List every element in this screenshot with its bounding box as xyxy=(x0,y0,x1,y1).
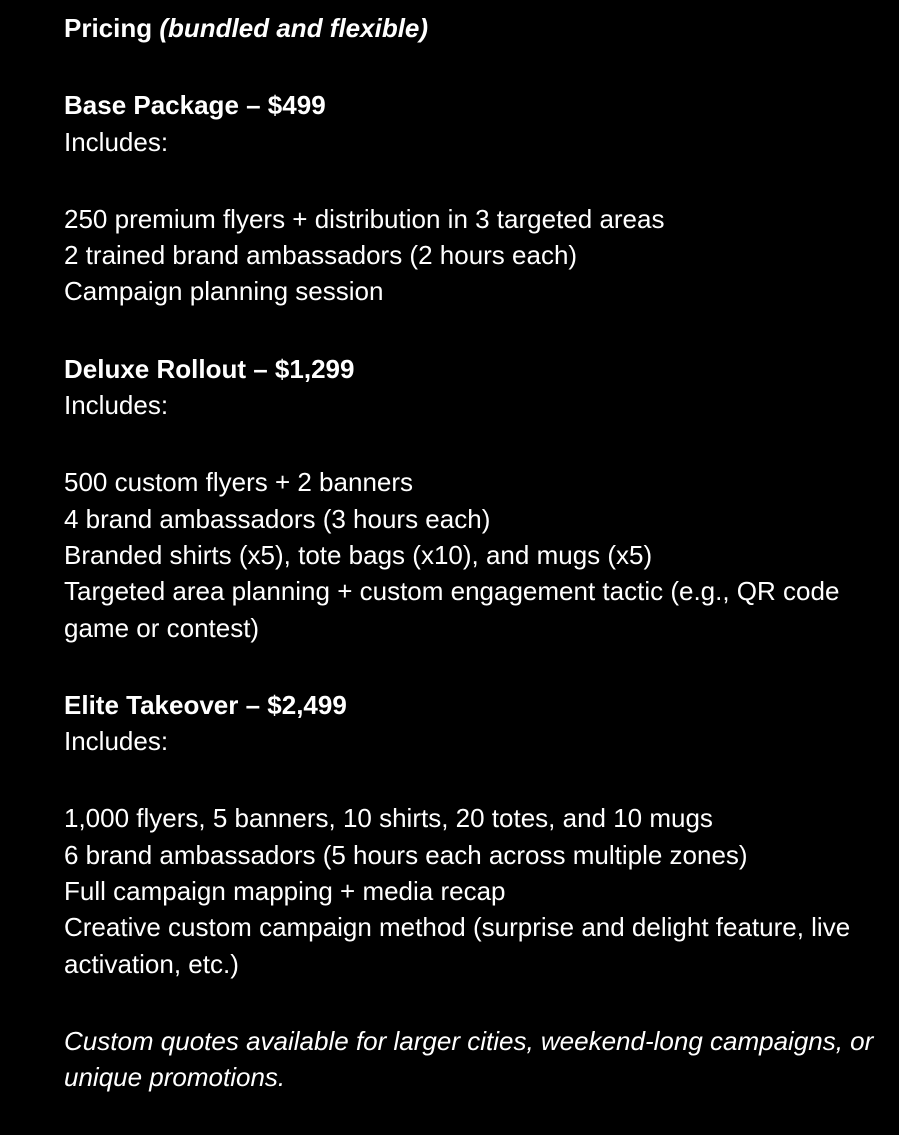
package-elite xyxy=(64,687,899,982)
package-base xyxy=(64,87,899,309)
footer-note-line: unique promotions. xyxy=(64,1062,286,1093)
footer-note-line: Custom quotes available for larger cities, weekend-long campaigns, or xyxy=(64,1025,874,1056)
pricing-title: Pricing xyxy=(64,13,153,43)
pricing-document xyxy=(64,10,899,1096)
list-item: activation, etc.) xyxy=(64,948,239,979)
package-title: Base Package – $499 xyxy=(64,90,326,121)
footer-note xyxy=(64,1023,899,1096)
list-item: 2 trained brand ambassadors (2 hours each) xyxy=(64,240,578,271)
list-item: game or contest) xyxy=(64,612,260,643)
list-item: Campaign planning session xyxy=(64,276,384,307)
list-item: 6 brand ambassadors (5 hours each across multiple zones) xyxy=(64,839,748,870)
package-deluxe xyxy=(64,351,899,646)
includes-label: Includes: xyxy=(64,126,169,157)
list-item: Full campaign mapping + media recap xyxy=(64,876,506,907)
list-item: 250 premium flyers + distribution in 3 targeted areas xyxy=(64,203,665,234)
package-title: Deluxe Rollout – $1,299 xyxy=(64,353,355,384)
list-item: Branded shirts (x5), tote bags (x10), and mugs (x5) xyxy=(64,539,653,570)
pricing-heading xyxy=(64,10,899,46)
list-item: 1,000 flyers, 5 banners, 10 shirts, 20 totes, and 10 mugs xyxy=(64,803,713,834)
list-item: Creative custom campaign method (surprise and delight feature, live xyxy=(64,912,851,943)
list-item: 4 brand ambassadors (3 hours each) xyxy=(64,503,491,534)
includes-label: Includes: xyxy=(64,726,169,757)
pricing-subtitle: (bundled and flexible) xyxy=(159,13,429,43)
package-title: Elite Takeover – $2,499 xyxy=(64,689,347,720)
includes-label: Includes: xyxy=(64,390,169,421)
list-item: Targeted area planning + custom engagement tactic (e.g., QR code xyxy=(64,576,840,607)
list-item: 500 custom flyers + 2 banners xyxy=(64,467,414,498)
